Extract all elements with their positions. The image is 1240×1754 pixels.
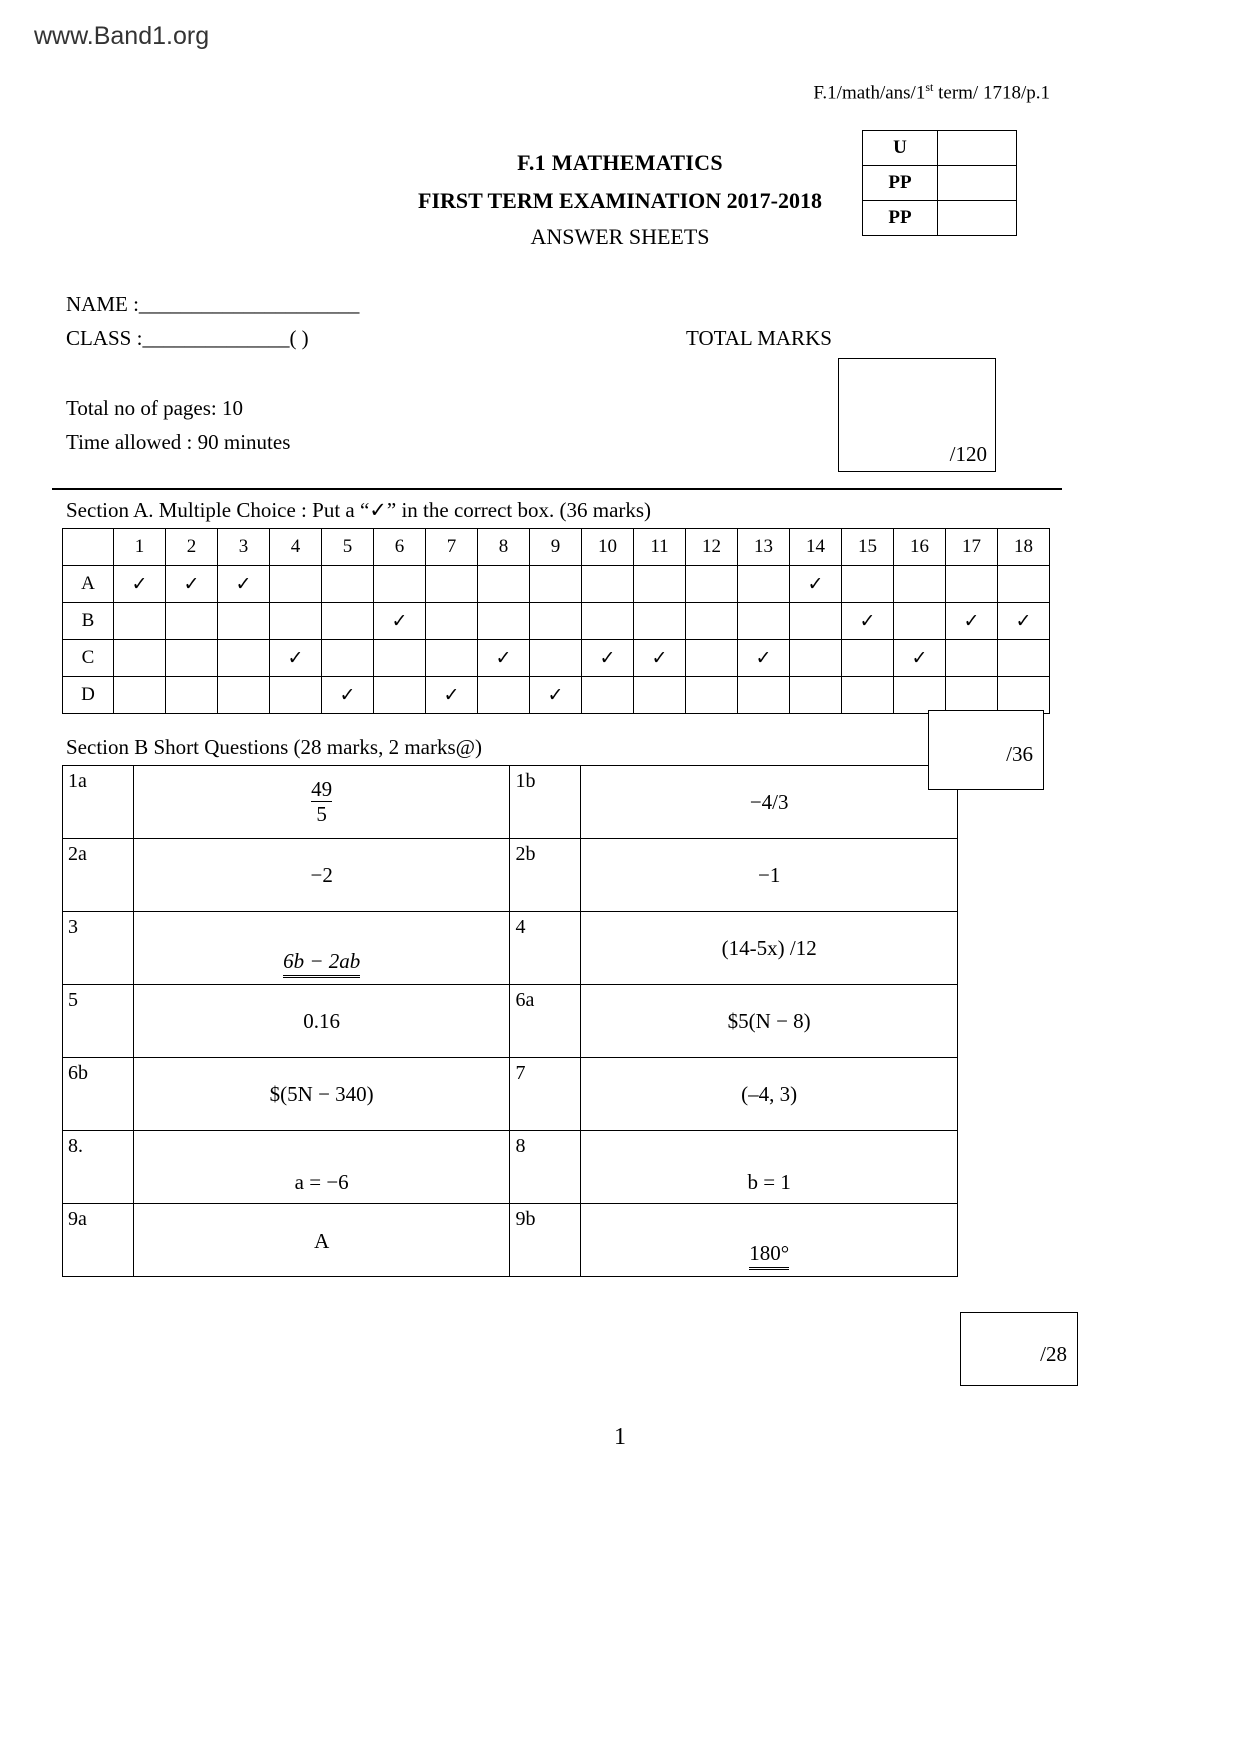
mc-cell-c3[interactable]: [218, 640, 270, 677]
mc-cell-a17[interactable]: [946, 566, 998, 603]
total-marks-box[interactable]: [838, 358, 996, 472]
mc-cell-b9[interactable]: [530, 603, 582, 640]
mc-cell-d14[interactable]: [790, 677, 842, 714]
question-number-8a: 8.: [63, 1131, 134, 1204]
mc-cell-c16[interactable]: ✓: [894, 640, 946, 677]
answer-6b[interactable]: $(5N − 340): [133, 1058, 510, 1131]
mc-cell-b8[interactable]: [478, 603, 530, 640]
mc-cell-d17[interactable]: [946, 677, 998, 714]
mc-cell-a7[interactable]: [426, 566, 478, 603]
mc-cell-a4[interactable]: [270, 566, 322, 603]
section-a-heading: Section A. Multiple Choice : Put a “✓” in the correct box. (36 marks): [66, 498, 652, 522]
page-title: [0, 150, 1240, 250]
mc-cell-b1[interactable]: [114, 603, 166, 640]
mc-cell-c4[interactable]: ✓: [270, 640, 322, 677]
mc-cell-b5[interactable]: [322, 603, 374, 640]
mc-corner-cell: [63, 529, 114, 566]
mc-cell-d18[interactable]: [998, 677, 1050, 714]
mc-cell-d9[interactable]: ✓: [530, 677, 582, 714]
mc-cell-b12[interactable]: [686, 603, 738, 640]
site-watermark: www.Band1.org: [34, 22, 210, 50]
mc-col-5: 5: [322, 529, 374, 566]
mc-cell-d16[interactable]: [894, 677, 946, 714]
document-reference-code: [813, 80, 1050, 104]
answer-6a[interactable]: $5(N − 8): [581, 985, 958, 1058]
mc-cell-b10[interactable]: [582, 603, 634, 640]
mc-col-13: 13: [738, 529, 790, 566]
answer-8b[interactable]: [581, 1131, 958, 1204]
mc-cell-a18[interactable]: [998, 566, 1050, 603]
mc-cell-a10[interactable]: [582, 566, 634, 603]
mc-col-6: 6: [374, 529, 426, 566]
mc-cell-d1[interactable]: [114, 677, 166, 714]
mc-cell-d4[interactable]: [270, 677, 322, 714]
answer-9b-text: 180°: [749, 1211, 789, 1270]
mc-col-1: 1: [114, 529, 166, 566]
table-row: [63, 566, 1050, 603]
mc-cell-a2[interactable]: ✓: [166, 566, 218, 603]
multiple-choice-table: [62, 528, 1050, 714]
question-number-1b: 1b: [510, 766, 581, 839]
name-field[interactable]: NAME :_____________________: [66, 292, 360, 316]
mc-cell-d7[interactable]: ✓: [426, 677, 478, 714]
answer-5[interactable]: 0.16: [133, 985, 510, 1058]
answer-2a[interactable]: −2: [133, 839, 510, 912]
answer-8a-text: a = −6: [294, 1169, 349, 1194]
table-row: [63, 985, 958, 1058]
mc-cell-b15[interactable]: ✓: [842, 603, 894, 640]
class-field[interactable]: CLASS :______________( ): [66, 326, 309, 350]
mc-cell-c2[interactable]: [166, 640, 218, 677]
fraction-numerator: 49: [311, 776, 333, 801]
mc-col-3: 3: [218, 529, 270, 566]
answer-4[interactable]: (14-5x) /12: [581, 912, 958, 985]
mc-cell-c1[interactable]: [114, 640, 166, 677]
mc-cell-a11[interactable]: [634, 566, 686, 603]
mc-cell-b18[interactable]: ✓: [998, 603, 1050, 640]
mc-cell-c8[interactable]: ✓: [478, 640, 530, 677]
table-row: [63, 1058, 958, 1131]
mc-cell-a12[interactable]: [686, 566, 738, 603]
mc-cell-d2[interactable]: [166, 677, 218, 714]
question-number-7: 7: [510, 1058, 581, 1131]
mc-cell-c17[interactable]: [946, 640, 998, 677]
mc-row-label-d: D: [63, 677, 114, 714]
mc-cell-a13[interactable]: [738, 566, 790, 603]
fraction-denominator: 5: [311, 801, 332, 826]
title-exam: FIRST TERM EXAMINATION 2017-2018: [418, 188, 822, 213]
marker-row-label-u: U: [863, 131, 938, 166]
marker-row-label-pp1: PP: [863, 166, 938, 201]
total-marks-denominator: /120: [949, 442, 987, 466]
answer-8a[interactable]: [133, 1131, 510, 1204]
mc-col-11: 11: [634, 529, 686, 566]
section-b-answers-table: [62, 765, 958, 1277]
mc-cell-b14[interactable]: [790, 603, 842, 640]
section-b-score-denominator: /28: [1040, 1342, 1067, 1366]
mc-cell-c6[interactable]: [374, 640, 426, 677]
mc-cell-c14[interactable]: [790, 640, 842, 677]
mc-cell-d13[interactable]: [738, 677, 790, 714]
answer-3[interactable]: [133, 912, 510, 985]
mc-cell-c15[interactable]: [842, 640, 894, 677]
mc-cell-c13[interactable]: ✓: [738, 640, 790, 677]
question-number-3: 3: [63, 912, 134, 985]
mc-col-10: 10: [582, 529, 634, 566]
answer-1b[interactable]: −4/3: [581, 766, 958, 839]
table-row: [63, 677, 1050, 714]
doc-code-prefix: F.1/math/ans/1: [813, 82, 926, 104]
time-allowed-text: Time allowed : 90 minutes: [66, 430, 291, 454]
mc-cell-b3[interactable]: [218, 603, 270, 640]
question-number-6a: 6a: [510, 985, 581, 1058]
section-a-score-denominator: /36: [1006, 742, 1033, 766]
table-row: [63, 912, 958, 985]
mc-cell-c18[interactable]: [998, 640, 1050, 677]
mc-cell-d11[interactable]: [634, 677, 686, 714]
mc-row-label-c: C: [63, 640, 114, 677]
mc-col-12: 12: [686, 529, 738, 566]
mc-col-18: 18: [998, 529, 1050, 566]
mc-col-9: 9: [530, 529, 582, 566]
section-b-score-box[interactable]: [960, 1312, 1078, 1386]
table-row: [63, 1131, 958, 1204]
mc-col-2: 2: [166, 529, 218, 566]
mc-cell-b7[interactable]: [426, 603, 478, 640]
answer-7[interactable]: (–4, 3): [581, 1058, 958, 1131]
mc-col-15: 15: [842, 529, 894, 566]
mc-col-4: 4: [270, 529, 322, 566]
question-number-2a: 2a: [63, 839, 134, 912]
question-number-2b: 2b: [510, 839, 581, 912]
marker-row-label-pp2: PP: [863, 201, 938, 236]
doc-code-suffix: term/ 1718/p.1: [933, 82, 1050, 104]
mc-cell-a3[interactable]: ✓: [218, 566, 270, 603]
mc-cell-d15[interactable]: [842, 677, 894, 714]
mc-col-7: 7: [426, 529, 478, 566]
mc-cell-b13[interactable]: [738, 603, 790, 640]
horizontal-divider: [52, 488, 1062, 490]
mc-cell-b16[interactable]: [894, 603, 946, 640]
question-number-9b: 9b: [510, 1204, 581, 1277]
table-header-row: [63, 529, 1050, 566]
mc-cell-d3[interactable]: [218, 677, 270, 714]
mc-col-16: 16: [894, 529, 946, 566]
answer-8b-text: b = 1: [747, 1169, 791, 1194]
mc-cell-d8[interactable]: [478, 677, 530, 714]
table-row: [63, 1204, 958, 1277]
table-row: [63, 603, 1050, 640]
section-a-score-box[interactable]: [928, 710, 1044, 790]
mc-cell-d6[interactable]: [374, 677, 426, 714]
mc-cell-c9[interactable]: [530, 640, 582, 677]
title-doctype: ANSWER SHEETS: [530, 224, 710, 249]
mc-col-14: 14: [790, 529, 842, 566]
answer-3-text: 6b − 2ab: [283, 919, 360, 978]
mc-cell-a16[interactable]: [894, 566, 946, 603]
mc-cell-b11[interactable]: [634, 603, 686, 640]
mc-cell-a9[interactable]: [530, 566, 582, 603]
table-row: [63, 766, 958, 839]
answer-9a[interactable]: [133, 1204, 510, 1277]
mc-cell-c10[interactable]: ✓: [582, 640, 634, 677]
section-b-heading: Section B Short Questions (28 marks, 2 marks@): [66, 735, 482, 759]
mc-cell-d12[interactable]: [686, 677, 738, 714]
mc-cell-c5[interactable]: [322, 640, 374, 677]
mc-cell-b2[interactable]: [166, 603, 218, 640]
question-number-8b: 8: [510, 1131, 581, 1204]
mc-cell-a6[interactable]: [374, 566, 426, 603]
mc-cell-a15[interactable]: [842, 566, 894, 603]
table-row: [63, 640, 1050, 677]
question-number-4: 4: [510, 912, 581, 985]
title-subject: F.1 MATHEMATICS: [517, 150, 723, 175]
answer-9a-text: A: [314, 1228, 330, 1253]
question-number-5: 5: [63, 985, 134, 1058]
mc-col-17: 17: [946, 529, 998, 566]
mc-col-8: 8: [478, 529, 530, 566]
mc-cell-a5[interactable]: [322, 566, 374, 603]
mc-cell-b6[interactable]: ✓: [374, 603, 426, 640]
mc-row-label-b: B: [63, 603, 114, 640]
question-number-9a: 9a: [63, 1204, 134, 1277]
answer-1a[interactable]: [133, 766, 510, 839]
total-pages-text: Total no of pages: 10: [66, 396, 243, 420]
mc-cell-a1[interactable]: ✓: [114, 566, 166, 603]
page-number: 1: [614, 1424, 626, 1450]
mc-cell-d10[interactable]: [582, 677, 634, 714]
fraction-49-over-5: [311, 777, 332, 826]
mc-row-label-a: A: [63, 566, 114, 603]
total-marks-label: TOTAL MARKS: [686, 326, 832, 350]
answer-2b[interactable]: −1: [581, 839, 958, 912]
mc-cell-a8[interactable]: [478, 566, 530, 603]
mc-cell-c11[interactable]: ✓: [634, 640, 686, 677]
mc-cell-c7[interactable]: [426, 640, 478, 677]
question-number-1a: 1a: [63, 766, 134, 839]
mc-cell-c12[interactable]: [686, 640, 738, 677]
table-row: [63, 839, 958, 912]
question-number-6b: 6b: [63, 1058, 134, 1131]
mc-cell-a14[interactable]: ✓: [790, 566, 842, 603]
mc-cell-d5[interactable]: ✓: [322, 677, 374, 714]
answer-9b[interactable]: [581, 1204, 958, 1277]
mc-cell-b4[interactable]: [270, 603, 322, 640]
mc-cell-b17[interactable]: ✓: [946, 603, 998, 640]
doc-code-superscript: st: [925, 80, 934, 94]
